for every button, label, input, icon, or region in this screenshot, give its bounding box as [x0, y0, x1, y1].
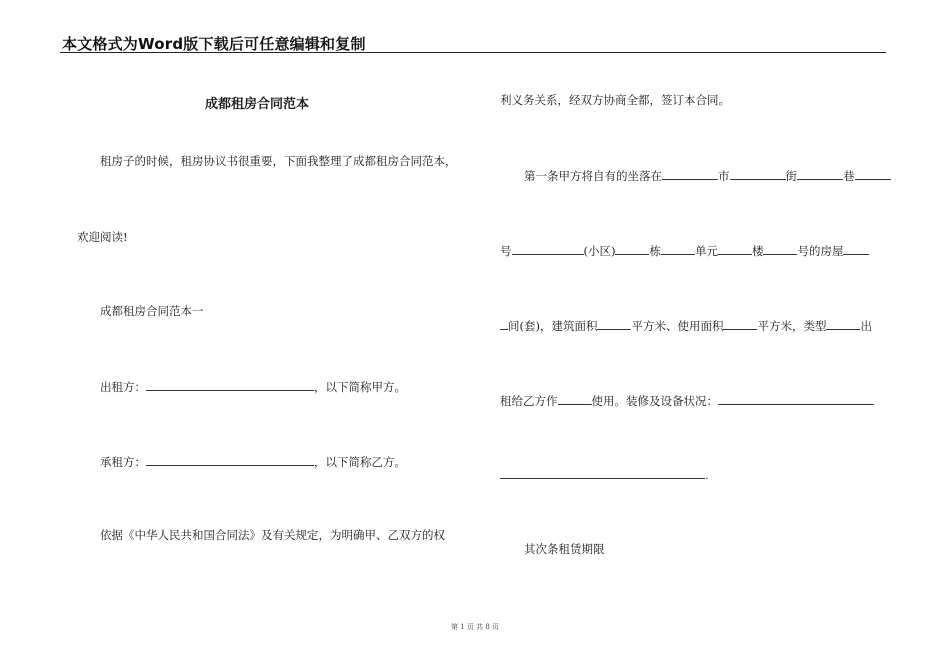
out-char: 出 [860, 319, 872, 333]
room-number-blank [763, 243, 797, 255]
article-1-line-1 [524, 168, 891, 183]
article-1-line-5 [500, 467, 709, 482]
city-label: 市 [718, 169, 730, 183]
community-blank [512, 243, 584, 255]
document-title: 成都租房合同范本 [205, 97, 310, 112]
street-blank [730, 168, 786, 180]
article-1-text: 第一条甲方将自有的坐落在 [524, 169, 662, 183]
article-1-line-4 [500, 393, 874, 408]
lessor-blank [146, 379, 314, 391]
intro-paragraph: 租房子的时候，租房协议书很重要，下面我整理了成都租房合同范本， [100, 154, 457, 168]
basis-paragraph: 依据《中华人民共和国合同法》及有关规定，为明确甲、乙双方的权 [100, 528, 445, 542]
room-label: 号的房屋 [797, 244, 844, 258]
lease-label: 租给乙方作 [500, 394, 558, 408]
floor-blank [718, 243, 752, 255]
city-blank [662, 168, 718, 180]
period-mark: . [705, 468, 709, 482]
section-heading: 成都租房合同范本一 [100, 304, 204, 318]
lessor-line [100, 379, 406, 394]
document-banner: 本文格式为Word版下载后可任意编辑和复制 [62, 35, 366, 53]
equipment-label: 使用。装修及设备状况： [591, 394, 718, 408]
lane-label: 巷 [843, 169, 855, 183]
rooms-count-blank [843, 243, 869, 255]
type-label: 平方米，类型 [757, 319, 827, 333]
equipment-blank-cont [500, 467, 705, 479]
street-label: 街 [785, 169, 797, 183]
lessee-label: 承租方： [100, 455, 146, 469]
lane-blank [797, 168, 843, 180]
lessee-suffix: ，以下简称乙方。 [314, 455, 406, 469]
usable-area-label: 平方米、使用面积 [631, 319, 724, 333]
building-label: 栋 [649, 244, 661, 258]
building-blank [615, 243, 649, 255]
lessee-blank [146, 454, 314, 466]
lessor-suffix: ，以下简称甲方。 [314, 380, 406, 394]
number-label: 号 [500, 244, 512, 258]
article-1-line-2 [500, 243, 869, 258]
type-blank [826, 318, 860, 330]
lessor-label: 出租方： [100, 380, 146, 394]
usable-area-blank [723, 318, 757, 330]
banner-divider [60, 52, 886, 53]
building-area-blank [597, 318, 631, 330]
basis-paragraph-cont: 利义务关系，经双方协商全都，签订本合同。 [500, 93, 730, 107]
article-2-heading: 其次条租赁期限 [524, 542, 605, 556]
use-blank [558, 393, 592, 405]
community-label: (小区) [583, 244, 616, 258]
unit-blank [661, 243, 695, 255]
floor-label: 楼 [751, 244, 764, 258]
unit-label: 单元 [694, 244, 718, 258]
article-1-line-3 [500, 318, 872, 333]
suite-blank [500, 318, 508, 330]
lessee-line [100, 454, 406, 469]
number-blank [855, 168, 891, 180]
page-footer: 第 1 页 共 8 页 [450, 623, 500, 631]
area-label: 间(套)，建筑面积 [508, 319, 598, 333]
intro-paragraph-end: 欢迎阅读! [77, 230, 128, 244]
equipment-blank [718, 393, 874, 405]
